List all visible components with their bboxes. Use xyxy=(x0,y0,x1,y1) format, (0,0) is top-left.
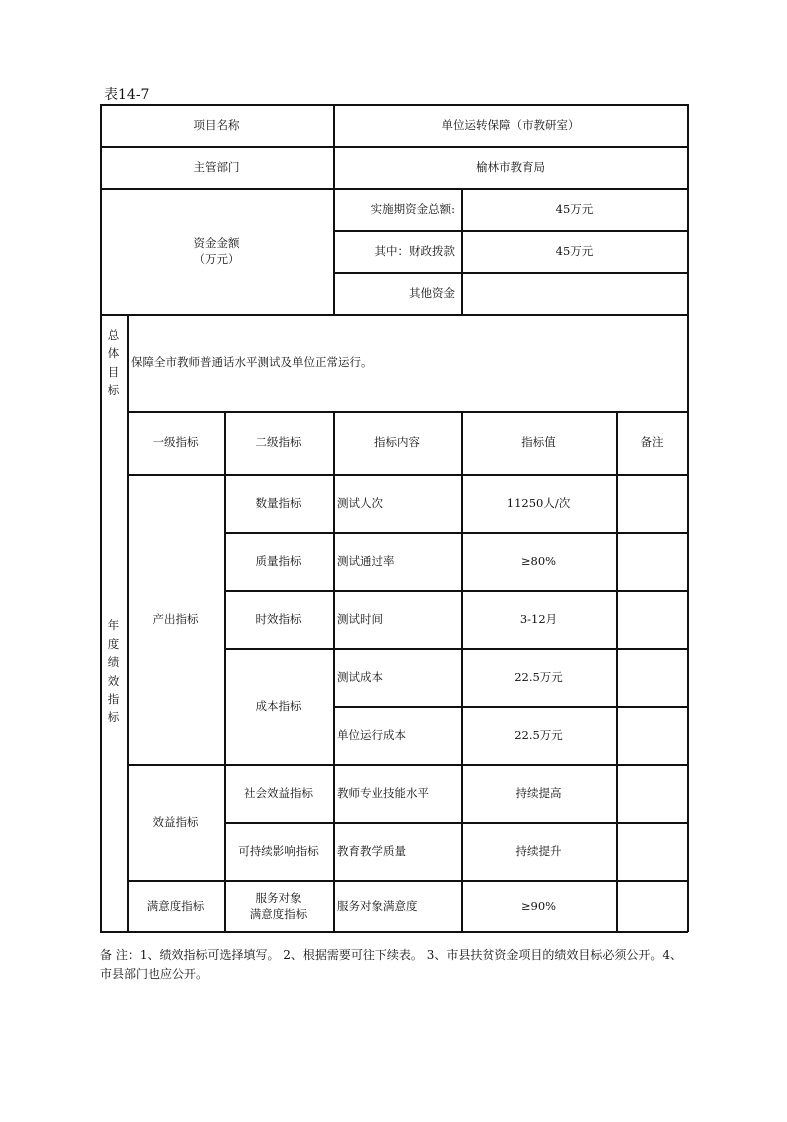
department-label: 主管部门 xyxy=(193,159,240,174)
output-indicator-label: 产出指标 xyxy=(152,611,199,626)
timeliness-indicator-label: 时效指标 xyxy=(255,611,302,626)
timeliness-value: 3-12月 xyxy=(519,611,558,626)
overall-goal-label: 总体目标 xyxy=(107,327,120,397)
header-level1: 一级指标 xyxy=(152,435,199,450)
funds-label-line1: 资金金额 xyxy=(193,235,240,250)
project-name-label: 项目名称 xyxy=(193,117,240,132)
satisfaction-content: 服务对象满意度 xyxy=(337,898,418,913)
cost-indicator-label: 成本指标 xyxy=(255,698,302,713)
header-content: 指标内容 xyxy=(374,435,420,450)
cost-value-1: 22.5万元 xyxy=(514,669,563,684)
sustain-impact-value: 持续提升 xyxy=(515,843,562,858)
funds-other-value xyxy=(461,272,688,314)
project-name-value: 单位运转保障（市教研室） xyxy=(441,117,580,132)
funds-fiscal-label: 其中：财政拨款 xyxy=(374,243,455,258)
quality-content: 测试通过率 xyxy=(337,553,395,568)
funds-other-label: 其他资金 xyxy=(409,285,455,300)
benefit-indicator-label: 效益指标 xyxy=(152,814,199,829)
satisfaction-sub-label xyxy=(224,880,333,932)
social-benefit-content: 教师专业技能水平 xyxy=(337,785,429,800)
funds-label-line2: （万元） xyxy=(193,252,240,266)
quantity-indicator-label: 数量指标 xyxy=(255,495,302,510)
cost-content-1: 测试成本 xyxy=(337,669,383,684)
quantity-value: 11250人/次 xyxy=(506,495,571,510)
timeliness-content: 测试时间 xyxy=(337,611,383,626)
performance-target-table xyxy=(100,104,688,932)
overall-goal-label-cell xyxy=(100,314,127,411)
social-benefit-label: 社会效益指标 xyxy=(244,785,313,800)
sustain-impact-content: 教育教学质量 xyxy=(337,843,406,858)
quality-value: ≥80% xyxy=(520,553,557,568)
quality-indicator-label: 质量指标 xyxy=(255,553,302,568)
footnote: 备 注：1、绩效指标可选择填写。 2、根据需要可往下续表。 3、市县扶贫资金项目的绩效目标必须公开。4、市县部门也应公开。 xyxy=(100,948,682,982)
satisfaction-value: ≥90% xyxy=(520,898,557,913)
funds-label xyxy=(100,188,333,314)
overall-goal-text: 保障全市教师普通话水平测试及单位正常运行。 xyxy=(131,355,373,370)
cost-value-2: 22.5万元 xyxy=(514,727,563,742)
satisfaction-indicator-label: 满意度指标 xyxy=(146,898,205,913)
header-value: 指标值 xyxy=(521,435,556,450)
social-benefit-value: 持续提高 xyxy=(515,785,562,800)
annual-label-cell xyxy=(100,411,127,932)
table-code: 表14-7 xyxy=(104,87,150,103)
header-level2: 二级指标 xyxy=(255,435,302,450)
satisfaction-sub-line1: 服务对象 xyxy=(255,890,302,905)
cost-content-2: 单位运行成本 xyxy=(337,727,406,742)
header-remark: 备注 xyxy=(640,435,664,450)
department-value: 榆林市教育局 xyxy=(476,159,545,174)
funds-fiscal-value: 45万元 xyxy=(555,243,594,258)
annual-label: 年度绩效指标 xyxy=(107,618,120,725)
funds-total-label: 实施期资金总额: xyxy=(370,201,455,216)
funds-total-value: 45万元 xyxy=(555,201,594,216)
sustain-impact-label: 可持续影响指标 xyxy=(238,843,319,858)
satisfaction-sub-line2: 满意度指标 xyxy=(249,907,308,921)
quantity-content: 测试人次 xyxy=(337,495,383,510)
rule xyxy=(616,411,618,932)
